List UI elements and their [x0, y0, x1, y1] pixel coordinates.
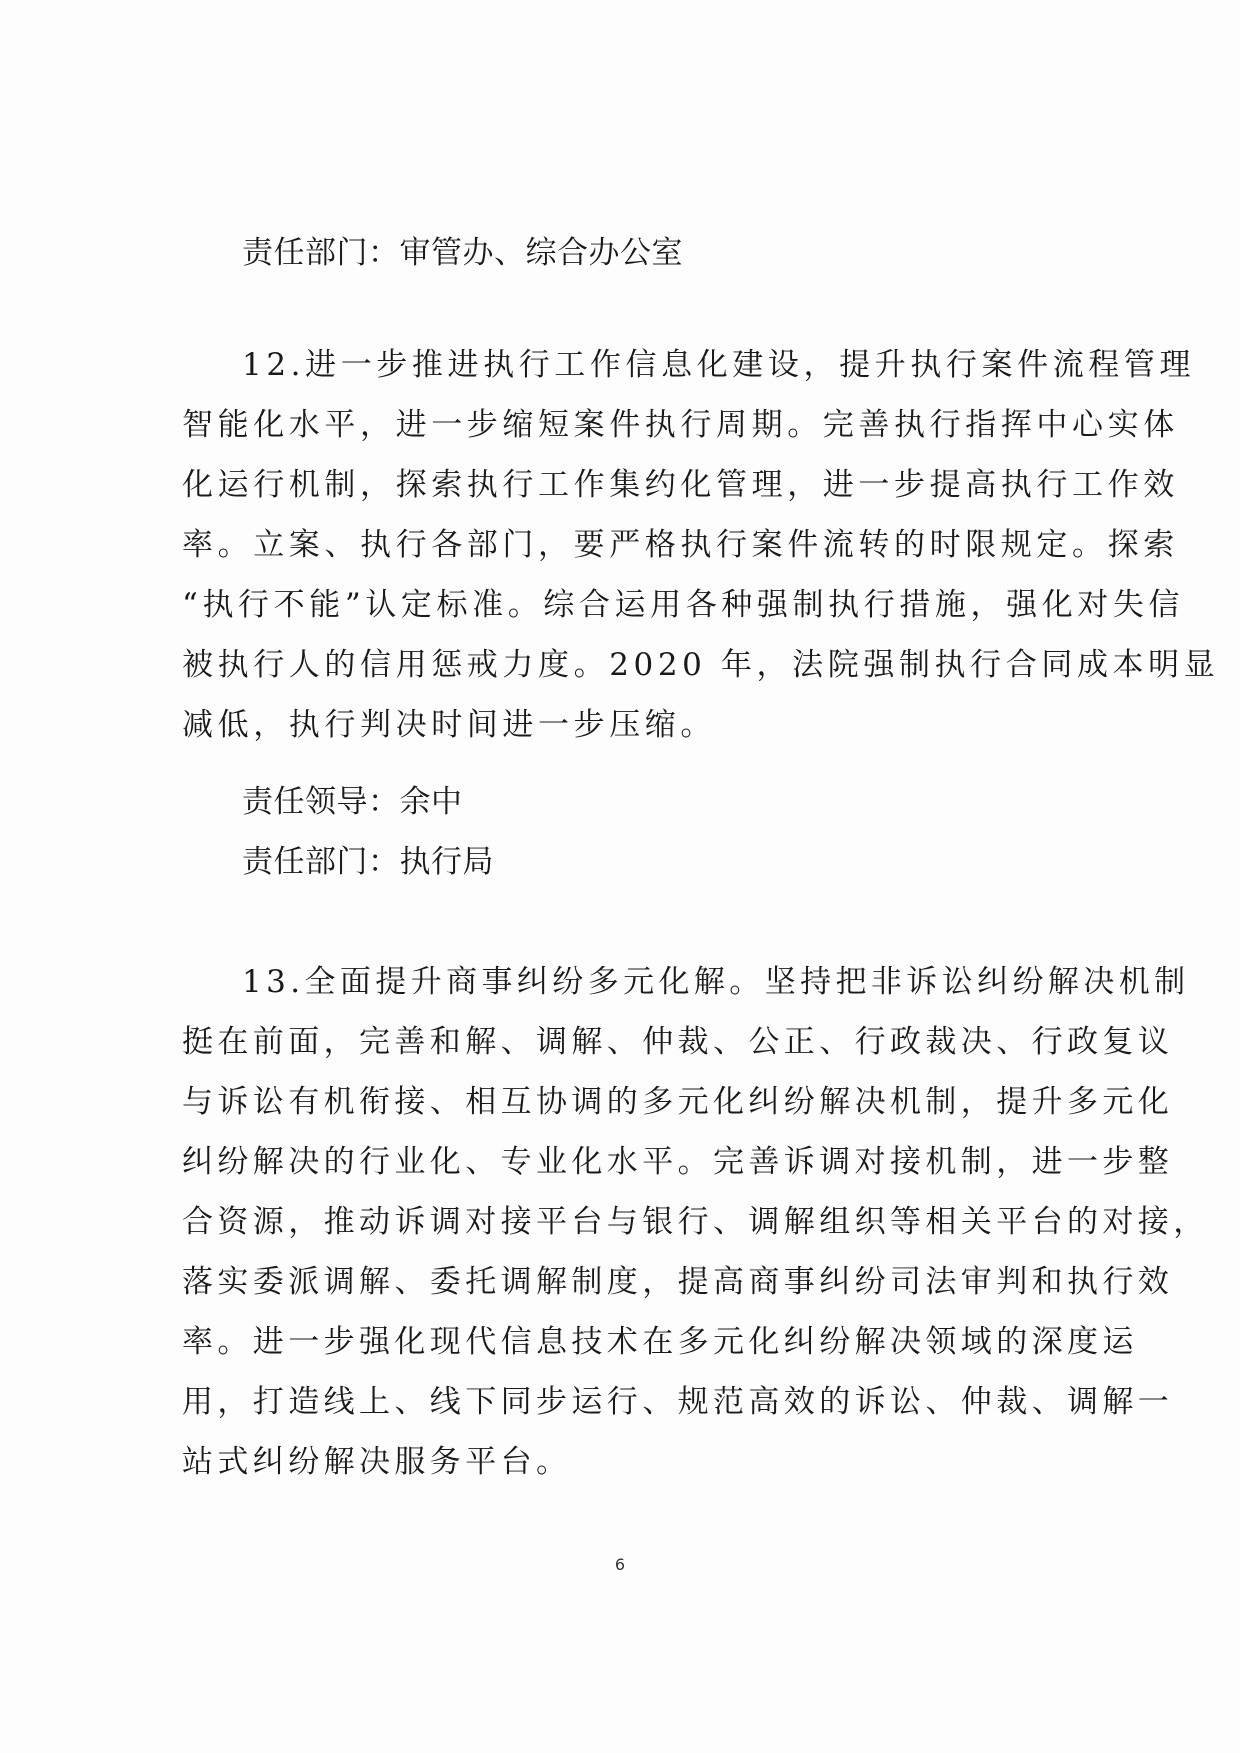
- text-line: 化运行机制，探索执行工作集约化管理，进一步提高执行工作效: [182, 467, 1179, 503]
- text-line: 智能化水平，进一步缩短案件执行周期。完善执行指挥中心实体: [182, 407, 1179, 443]
- text-line: “执行不能”认定标准。综合运用各种强制执行措施，强化对失信: [182, 587, 1185, 623]
- text-line: 减低，执行判决时间进一步压缩。: [182, 707, 716, 743]
- text-line: 站式纠纷解决服务平台。: [182, 1444, 572, 1480]
- text-line: 被执行人的信用惩戒力度。2020 年，法院强制执行合同成本明显: [182, 647, 1220, 683]
- responsible-department-2: 责任部门：执行局: [242, 844, 494, 880]
- text-line: 率。进一步强化现代信息技术在多元化纠纷解决领域的深度运: [182, 1324, 1138, 1360]
- text-line: 13.全面提升商事纠纷多元化解。坚持把非诉讼纠纷解决机制: [242, 964, 1190, 1000]
- text-line: 纠纷解决的行业化、专业化水平。完善诉调对接机制，进一步整: [182, 1144, 1174, 1180]
- text-line: 与诉讼有机衔接、相互协调的多元化纠纷解决机制，提升多元化: [182, 1084, 1174, 1120]
- text-line: 用，打造线上、线下同步运行、规范高效的诉讼、仲裁、调解一: [182, 1384, 1174, 1420]
- text-line: 落实委派调解、委托调解制度，提高商事纠纷司法审判和执行效: [182, 1264, 1174, 1300]
- responsible-leader: 责任领导：余中: [242, 784, 463, 820]
- text-line: 责任部门：审管办、综合办公室: [242, 235, 683, 271]
- text-line: 率。立案、执行各部门，要严格执行案件流转的时限规定。探索: [182, 527, 1179, 563]
- page-number: 6: [614, 1555, 626, 1574]
- text-line: 12.进一步推进执行工作信息化建设，提升执行案件流程管理: [242, 347, 1196, 383]
- text-line: 合资源，推动诉调对接平台与银行、调解组织等相关平台的对接，: [182, 1204, 1209, 1240]
- text-line: 挺在前面，完善和解、调解、仲裁、公正、行政裁决、行政复议: [182, 1024, 1174, 1060]
